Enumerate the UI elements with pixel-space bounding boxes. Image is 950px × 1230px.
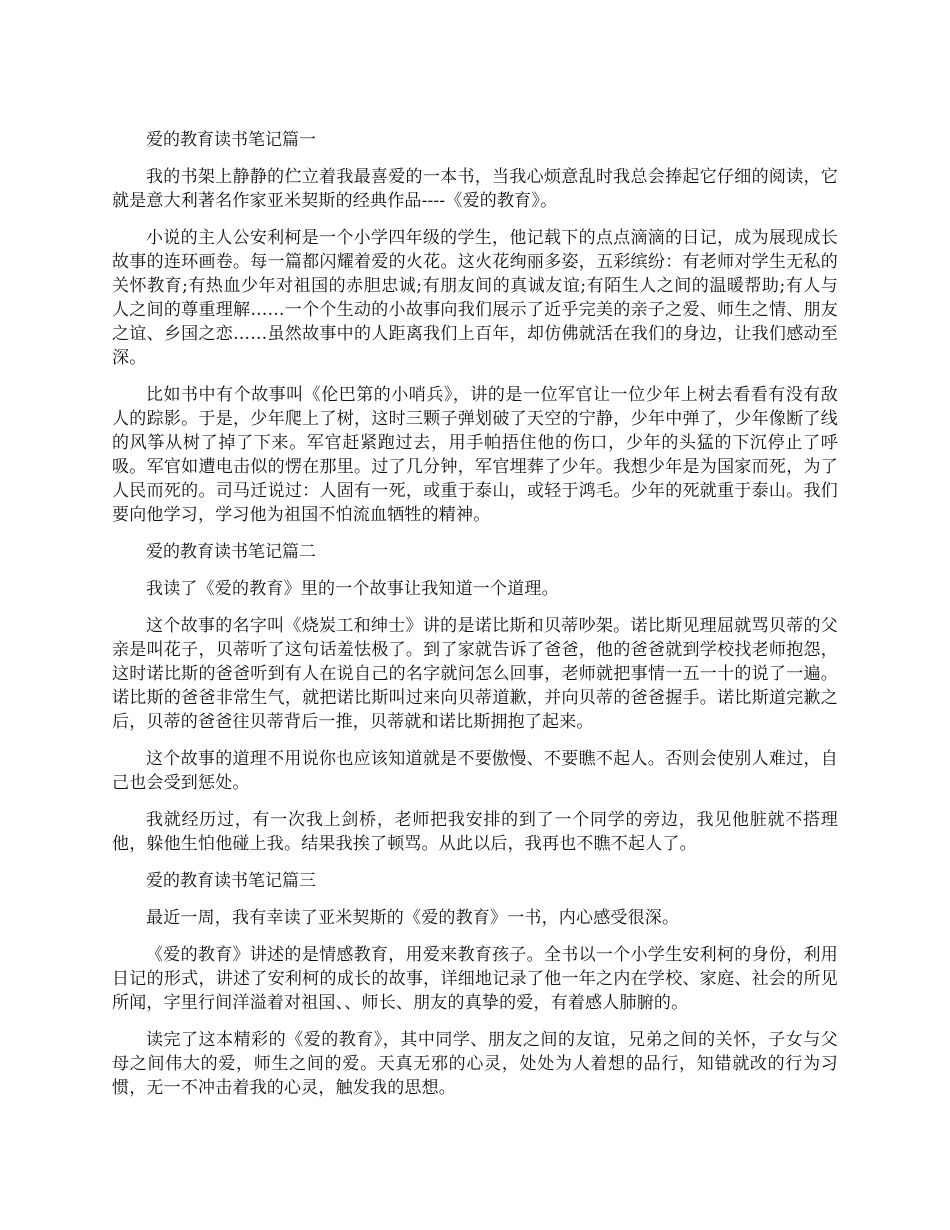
- paragraph: 《爱的教育》讲述的是情感教育，用爱来教育孩子。全书以一个小学生安利柯的身份，利用日记的形式，讲述了安利柯的成长的故事，详细地记录了他一年之内在学校、家庭、社会的所见所闻，字里行间洋溢着对祖国、、师长、朋友的真挚的爱，有着感人肺腑的。: [112, 945, 838, 1013]
- paragraph: 比如书中有个故事叫《伦巴第的小哨兵》，讲的是一位军官让一位少年上树去看看有没有敌人的踪影。于是，少年爬上了树，这时三颗子弹划破了天空的宁静，少年中弹了，少年像断了线的风筝从树了掉了下来。军官赶紧跑过去，用手帕捂住他的伤口，少年的头猛的下沉停止了呼吸。军官如遭电击似的愣在那里。过了几分钟，军官埋葬了少年。我想少年是为国家而死，为了人民而死的。司马迁说过：人固有一死，或重于泰山，或轻于鸿毛。少年的死就重于泰山。我们要向他学习，学习他为祖国不怕流血牺牲的精神。: [112, 385, 838, 525]
- paragraph: 我的书架上静静的伫立着我最喜爱的一本书，当我心烦意乱时我总会捧起它仔细的阅读，它就是意大利著名作家亚米契斯的经典作品----《爱的教育》。: [112, 167, 838, 211]
- paragraph: 我读了《爱的教育》里的一个故事让我知道一个道理。: [146, 579, 559, 599]
- paragraph: 这个故事的道理不用说你也应该知道就是不要傲慢、不要瞧不起人。否则会使别人难过，自己也会受到惩处。: [112, 749, 838, 793]
- section-heading-3: 爱的教育读书笔记篇三: [146, 871, 316, 891]
- section-heading-1: 爱的教育读书笔记篇一: [146, 130, 316, 150]
- document-page: [112, 128, 838, 1113]
- paragraph: 这个故事的名字叫《烧炭工和绅士》讲的是诺比斯和贝蒂吵架。诺比斯见理屈就骂贝蒂的父亲是叫花子，贝蒂听了这句话羞怯极了。到了家就告诉了爸爸，他的爸爸就到学校找老师抱怨，这时诺比斯的爸爸听到有人在说自己的名字就问怎么回事，老师就把事情一五一十的说了一遍。诺比斯的爸爸非常生气，就把诺比斯叫过来向贝蒂道歉，并向贝蒂的爸爸握手。诺比斯道完歉之后，贝蒂的爸爸往贝蒂背后一推，贝蒂就和诺比斯拥抱了起来。: [112, 616, 838, 732]
- paragraph: 读完了这本精彩的《爱的教育》，其中同学、朋友之间的友谊，兄弟之间的关怀，子女与父母之间伟大的爱，师生之间的爱。天真无邪的心灵，处处为人着想的品行，知错就改的行为习惯，无一不冲击着我的心灵，触发我的思想。: [112, 1030, 838, 1098]
- section-heading-2: 爱的教育读书笔记篇二: [146, 542, 316, 562]
- paragraph: 小说的主人公安利柯是一个小学四年级的学生，他记载下的点点滴滴的日记，成为展现成长故事的连环画卷。每一篇都闪耀着爱的火花。这火花绚丽多姿，五彩缤纷：有老师对学生无私的关怀教育;有热血少年对祖国的赤胆忠诚;有朋友间的真诚友谊;有陌生人之间的温暖帮助;有人与人之间的尊重理解……一个个生动的小故事向我们展示了近乎完美的亲子之爱、师生之情、朋友之谊、乡国之恋……虽然故事中的人距离我们上百年，却仿佛就活在我们的身边，让我们感动至深。: [112, 228, 838, 368]
- paragraph: 最近一周，我有幸读了亚米契斯的《爱的教育》一书，内心感受很深。: [146, 908, 680, 928]
- paragraph: 我就经历过，有一次我上剑桥，老师把我安排的到了一个同学的旁边，我见他脏就不搭理他，躲他生怕他碰上我。结果我挨了顿骂。从此以后，我再也不瞧不起人了。: [112, 810, 838, 854]
